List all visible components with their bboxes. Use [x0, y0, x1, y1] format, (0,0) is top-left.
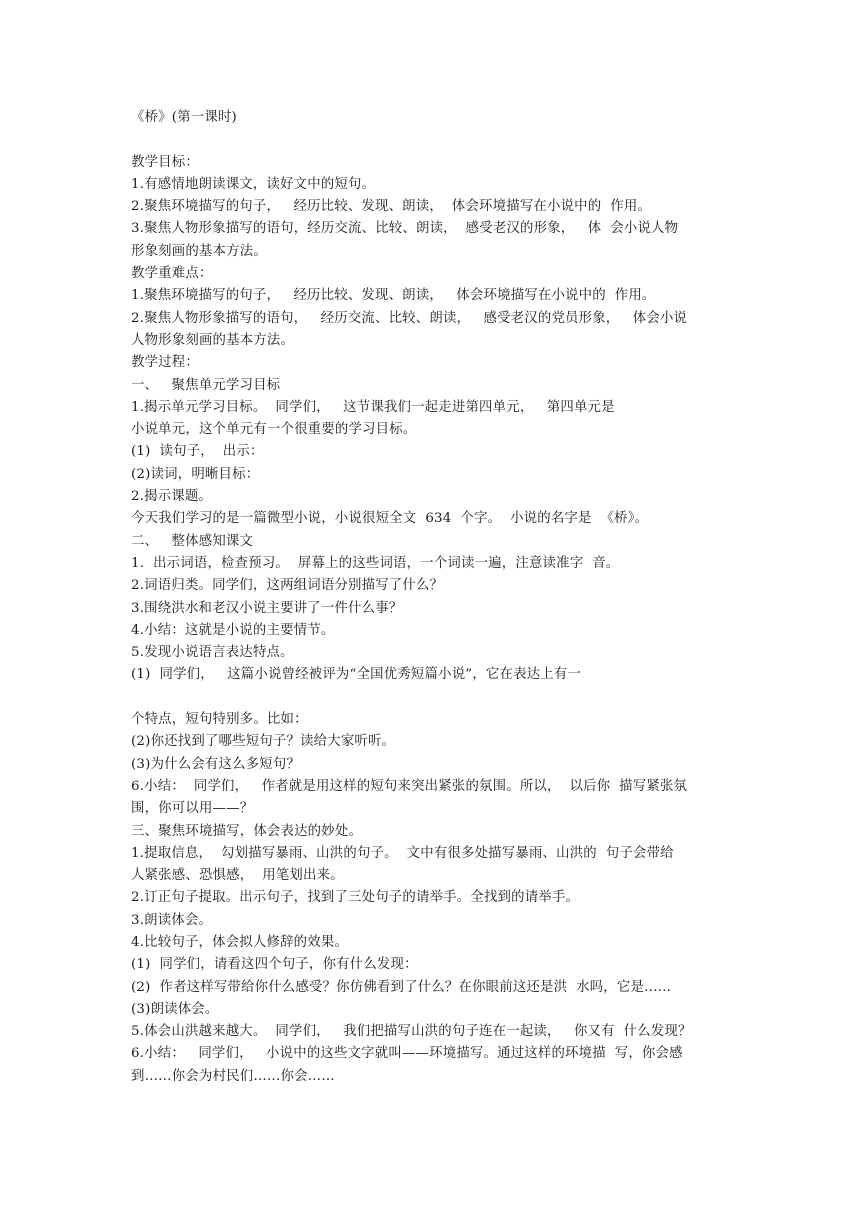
- text-line: 5.体会山洪越来越大。 同学们， 我们把描写山洪的句子连在一起读， 你又有 什么发现？: [131, 1024, 692, 1040]
- text-line: (1) 同学们， 这篇小说曾经被评为“全国优秀短篇小说”，它在表达上有一: [131, 667, 582, 683]
- text-line: 4.比较句子，体会拟人修辞的效果。: [131, 934, 349, 950]
- text-line: 1.聚焦环境描写的句子， 经历比较、发现、朗读， 体会环境描写在小说中的 作用。: [131, 288, 656, 304]
- text-line: 3.聚焦人物形象描写的语句，经历交流、比较、朗读， 感受老汉的形象， 体 会小说人物: [131, 221, 679, 237]
- document-body: [131, 107, 741, 1088]
- text-line: 2.聚焦人物形象描写的语句， 经历交流、比较、朗读， 感受老汉的党员形象， 体会小说: [131, 310, 688, 326]
- text-line: 一、 聚焦单元学习目标: [131, 377, 281, 393]
- text-line: 2.揭示课题。: [131, 489, 213, 505]
- document-section-2: [131, 709, 741, 1088]
- text-line: 2.订正句子提取。出示句子，找到了三处句子的请举手。全找到的请举手。: [131, 890, 580, 906]
- text-line: 2.聚焦环境描写的句子， 经历比较、发现、朗读， 体会环境描写在小说中的 作用。: [131, 199, 652, 215]
- text-line: (3)为什么会有这么多短句？: [131, 756, 301, 772]
- text-line: 今天我们学习的是一篇微型小说，小说很短全文 634 个字。 小说的名字是 《桥》。: [131, 511, 649, 527]
- text-line: 1. 出示词语，检查预习。 屏幕上的这些词语，一个词读一遍，注意读准字 音。: [131, 555, 620, 571]
- text-line: (1) 同学们，请看这四个句子，你有什么发现：: [131, 957, 418, 973]
- text-line: 5.发现小说语言表达特点。: [131, 645, 294, 661]
- text-line: 4.小结：这就是小说的主要情节。: [131, 622, 335, 638]
- text-line: 6.小结： 同学们， 作者就是用这样的短句来突出紧张的氛围。所以， 以后你 描写紧张氛: [131, 778, 688, 794]
- text-line: 个特点，短句特别多。比如：: [131, 712, 308, 728]
- text-line: 6.小结： 同学们， 小说中的这些文字就叫——环境描写。通过这样的环境描 写，你会感: [131, 1046, 683, 1062]
- document-section-1: [131, 152, 741, 687]
- text-line: (2)你还找到了哪些短句子？读给大家听听。: [131, 734, 396, 750]
- text-line: (2) 作者这样写带给你什么感受？你仿佛看到了什么？在你眼前这还是洪 水吗，它是……: [131, 979, 672, 995]
- text-line: 教学目标：: [131, 154, 199, 170]
- text-line: (2)读词，明晰目标：: [131, 466, 260, 482]
- text-line: 1.有感情地朗读课文，读好文中的短句。: [131, 176, 376, 192]
- text-line: 围，你可以用——？: [131, 801, 254, 817]
- text-line: 教学重难点：: [131, 266, 213, 282]
- document-title: 《桥》(第一课时): [131, 110, 237, 125]
- text-line: 教学过程：: [131, 355, 199, 371]
- text-line: 小说单元，这个单元有一个很重要的学习目标。: [131, 422, 417, 438]
- text-line: 二、 整体感知课文: [131, 533, 254, 549]
- text-line: 到……你会为村民们……你会……: [131, 1068, 335, 1084]
- text-line: 2.词语归类。同学们，这两组词语分别描写了什么？: [131, 578, 444, 594]
- text-line: (1) 读句子， 出示：: [131, 444, 264, 460]
- text-line: 三、聚焦环境描写，体会表达的妙处。: [131, 823, 363, 839]
- text-line: (3)朗读体会。: [131, 1001, 219, 1017]
- text-line: 人物形象刻画的基本方法。: [131, 332, 295, 348]
- text-line: 形象刻画的基本方法。: [131, 243, 267, 259]
- blank-line: [131, 687, 741, 709]
- text-line: 1.提取信息， 勾划描写暴雨、山洪的句子。 文中有很多处描写暴雨、山洪的 句子会带给: [131, 845, 674, 861]
- text-line: 人紧张感、恐惧感， 用笔划出来。: [131, 868, 344, 884]
- text-line: 3.围绕洪水和老汉小说主要讲了一件什么事？: [131, 600, 403, 616]
- text-line: 1.揭示单元学习目标。 同学们， 这节课我们一起走进第四单元， 第四单元是: [131, 399, 615, 415]
- blank-line: [131, 129, 741, 151]
- text-line: 3.朗读体会。: [131, 912, 213, 928]
